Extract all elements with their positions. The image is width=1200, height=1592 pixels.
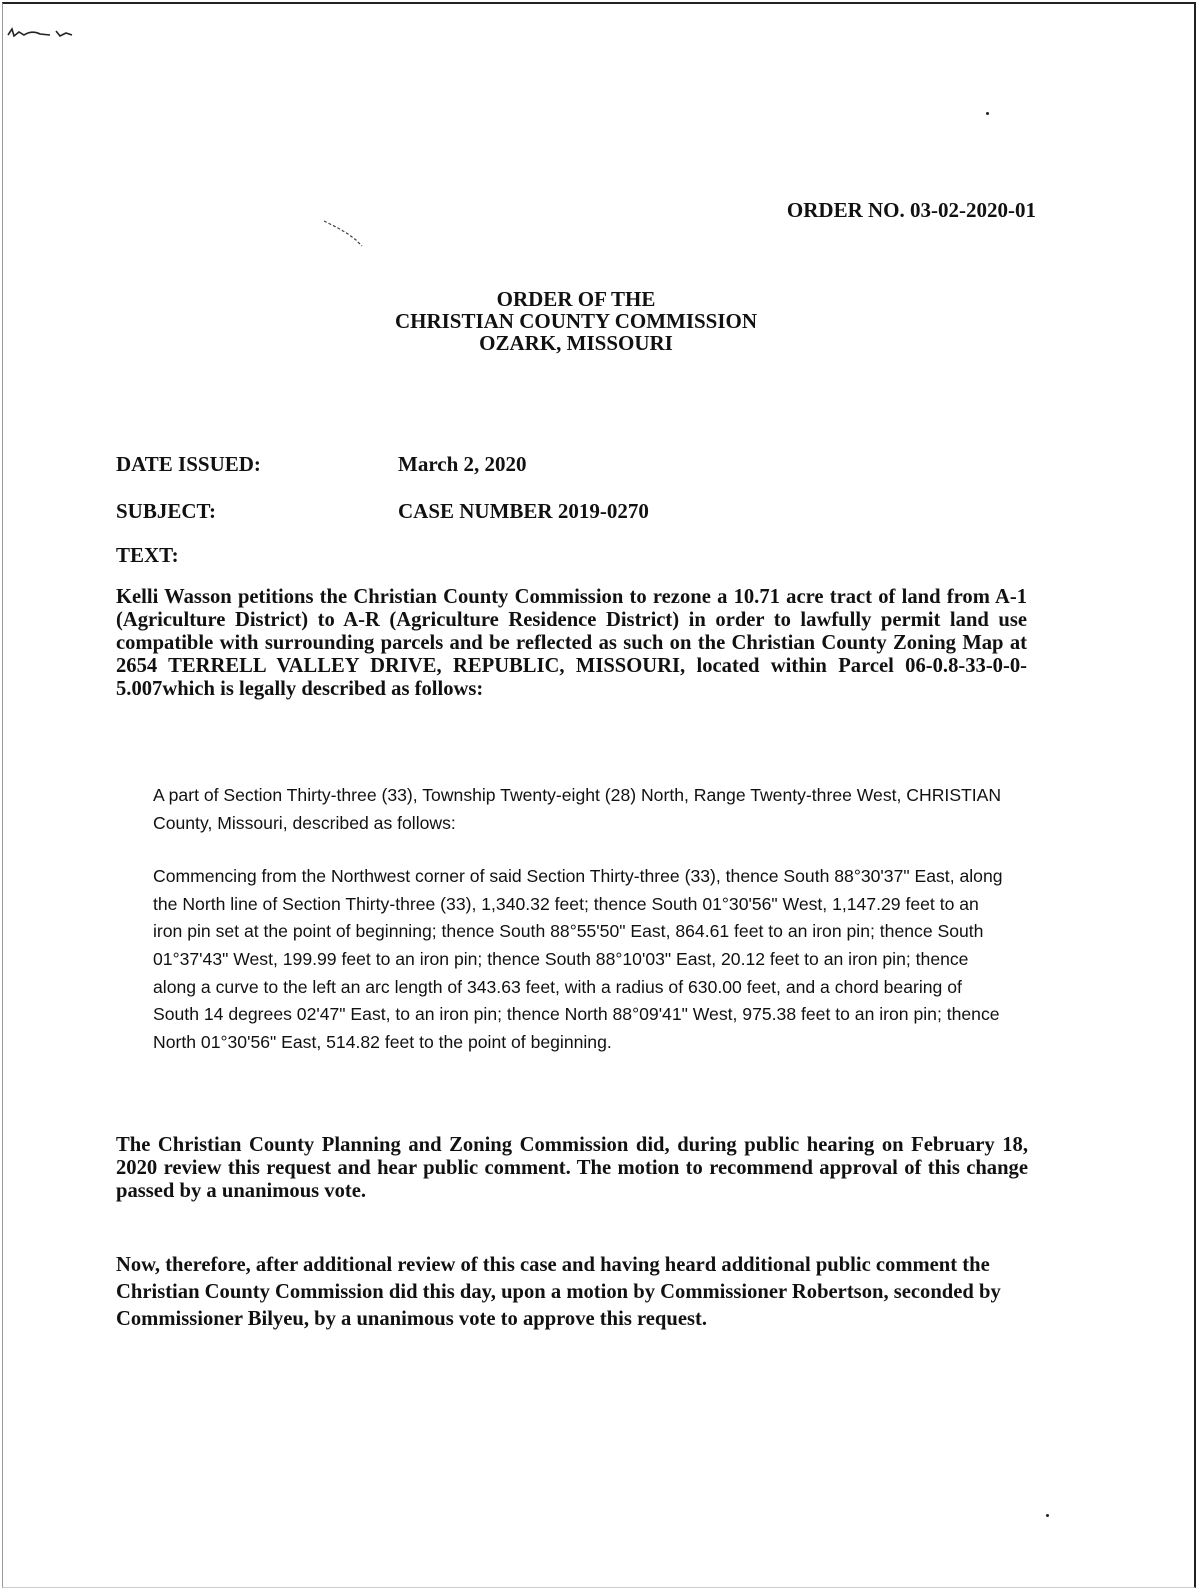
handwritten-mark xyxy=(6,26,76,42)
date-issued-value: March 2, 2020 xyxy=(398,452,527,476)
scan-mark xyxy=(322,218,366,248)
heading-line: OZARK, MISSOURI xyxy=(479,331,673,355)
scan-speck xyxy=(1046,1514,1049,1517)
legal-description-intro: A part of Section Thirty-three (33), Township Twenty-eight (28) North, Range Twenty-three West, CHRISTIAN County, Missouri, described as follows: xyxy=(153,785,1002,833)
resolution-paragraph: Now, therefore, after additional review of this case and having heard additional public comment the Christian County Commission did this day, upon a motion by Commissioner Robertson, seconded by Commissioner Bilyeu, by a unanimous vote to approve this request. xyxy=(116,1254,1001,1330)
legal-description xyxy=(153,782,1003,1056)
planning-commission-paragraph: The Christian County Planning and Zoning Commission did, during public hearing on February 18, 2020 review this request and hear public comment. The motion to recommend approval of this change passed by a unanimous vote. xyxy=(116,1134,1028,1202)
subject-label: SUBJECT: xyxy=(116,499,216,523)
order-number: ORDER NO. 03-02-2020-01 xyxy=(786,198,1036,222)
legal-description-metes-bounds: Commencing from the Northwest corner of said Section Thirty-three (33), thence South 88°30'37" East, along the North line of Section Thirty-three (33), 1,340.32 feet; thence South 01°30'56" West, 1,147.29 feet to an iron pin set at the point of beginning; thence South 88°55'50" East, 864.61 feet to an iron pin; thence South 01°37'43" West, 199.99 feet to an iron pin; thence South 88°10'03" East, 20.12 feet to an iron pin; thence along a curve to the left an arc length of 343.63 feet, with a radius of 630.00 feet, and a chord bearing of South 14 degrees 02'47" East, to an iron pin; thence North 88°09'41" West, 975.38 feet to an iron pin; thence North 01°30'56" East, 514.82 feet to the point of beginning. xyxy=(153,866,1003,1052)
heading-line: CHRISTIAN COUNTY COMMISSION xyxy=(394,309,758,333)
text-label: TEXT: xyxy=(116,543,179,567)
date-issued-label: DATE ISSUED: xyxy=(116,452,261,476)
document-heading xyxy=(0,288,1152,354)
petition-paragraph: Kelli Wasson petitions the Christian County Commission to rezone a 10.71 acre tract of land from A-1 (Agriculture District) to A-R (Agriculture Residence District) in order to lawfully permit land use compatible with surrounding parcels and be reflected as such on the Christian County Zoning Map at 2654 TERRELL VALLEY DRIVE, REPUBLIC, MISSOURI, located within Parcel 06-0.8-33-0-0-5.007which is legally described as follows: xyxy=(116,586,1027,700)
subject-value: CASE NUMBER 2019-0270 xyxy=(398,499,649,523)
scan-speck xyxy=(986,112,989,115)
heading-line: ORDER OF THE xyxy=(496,287,656,311)
